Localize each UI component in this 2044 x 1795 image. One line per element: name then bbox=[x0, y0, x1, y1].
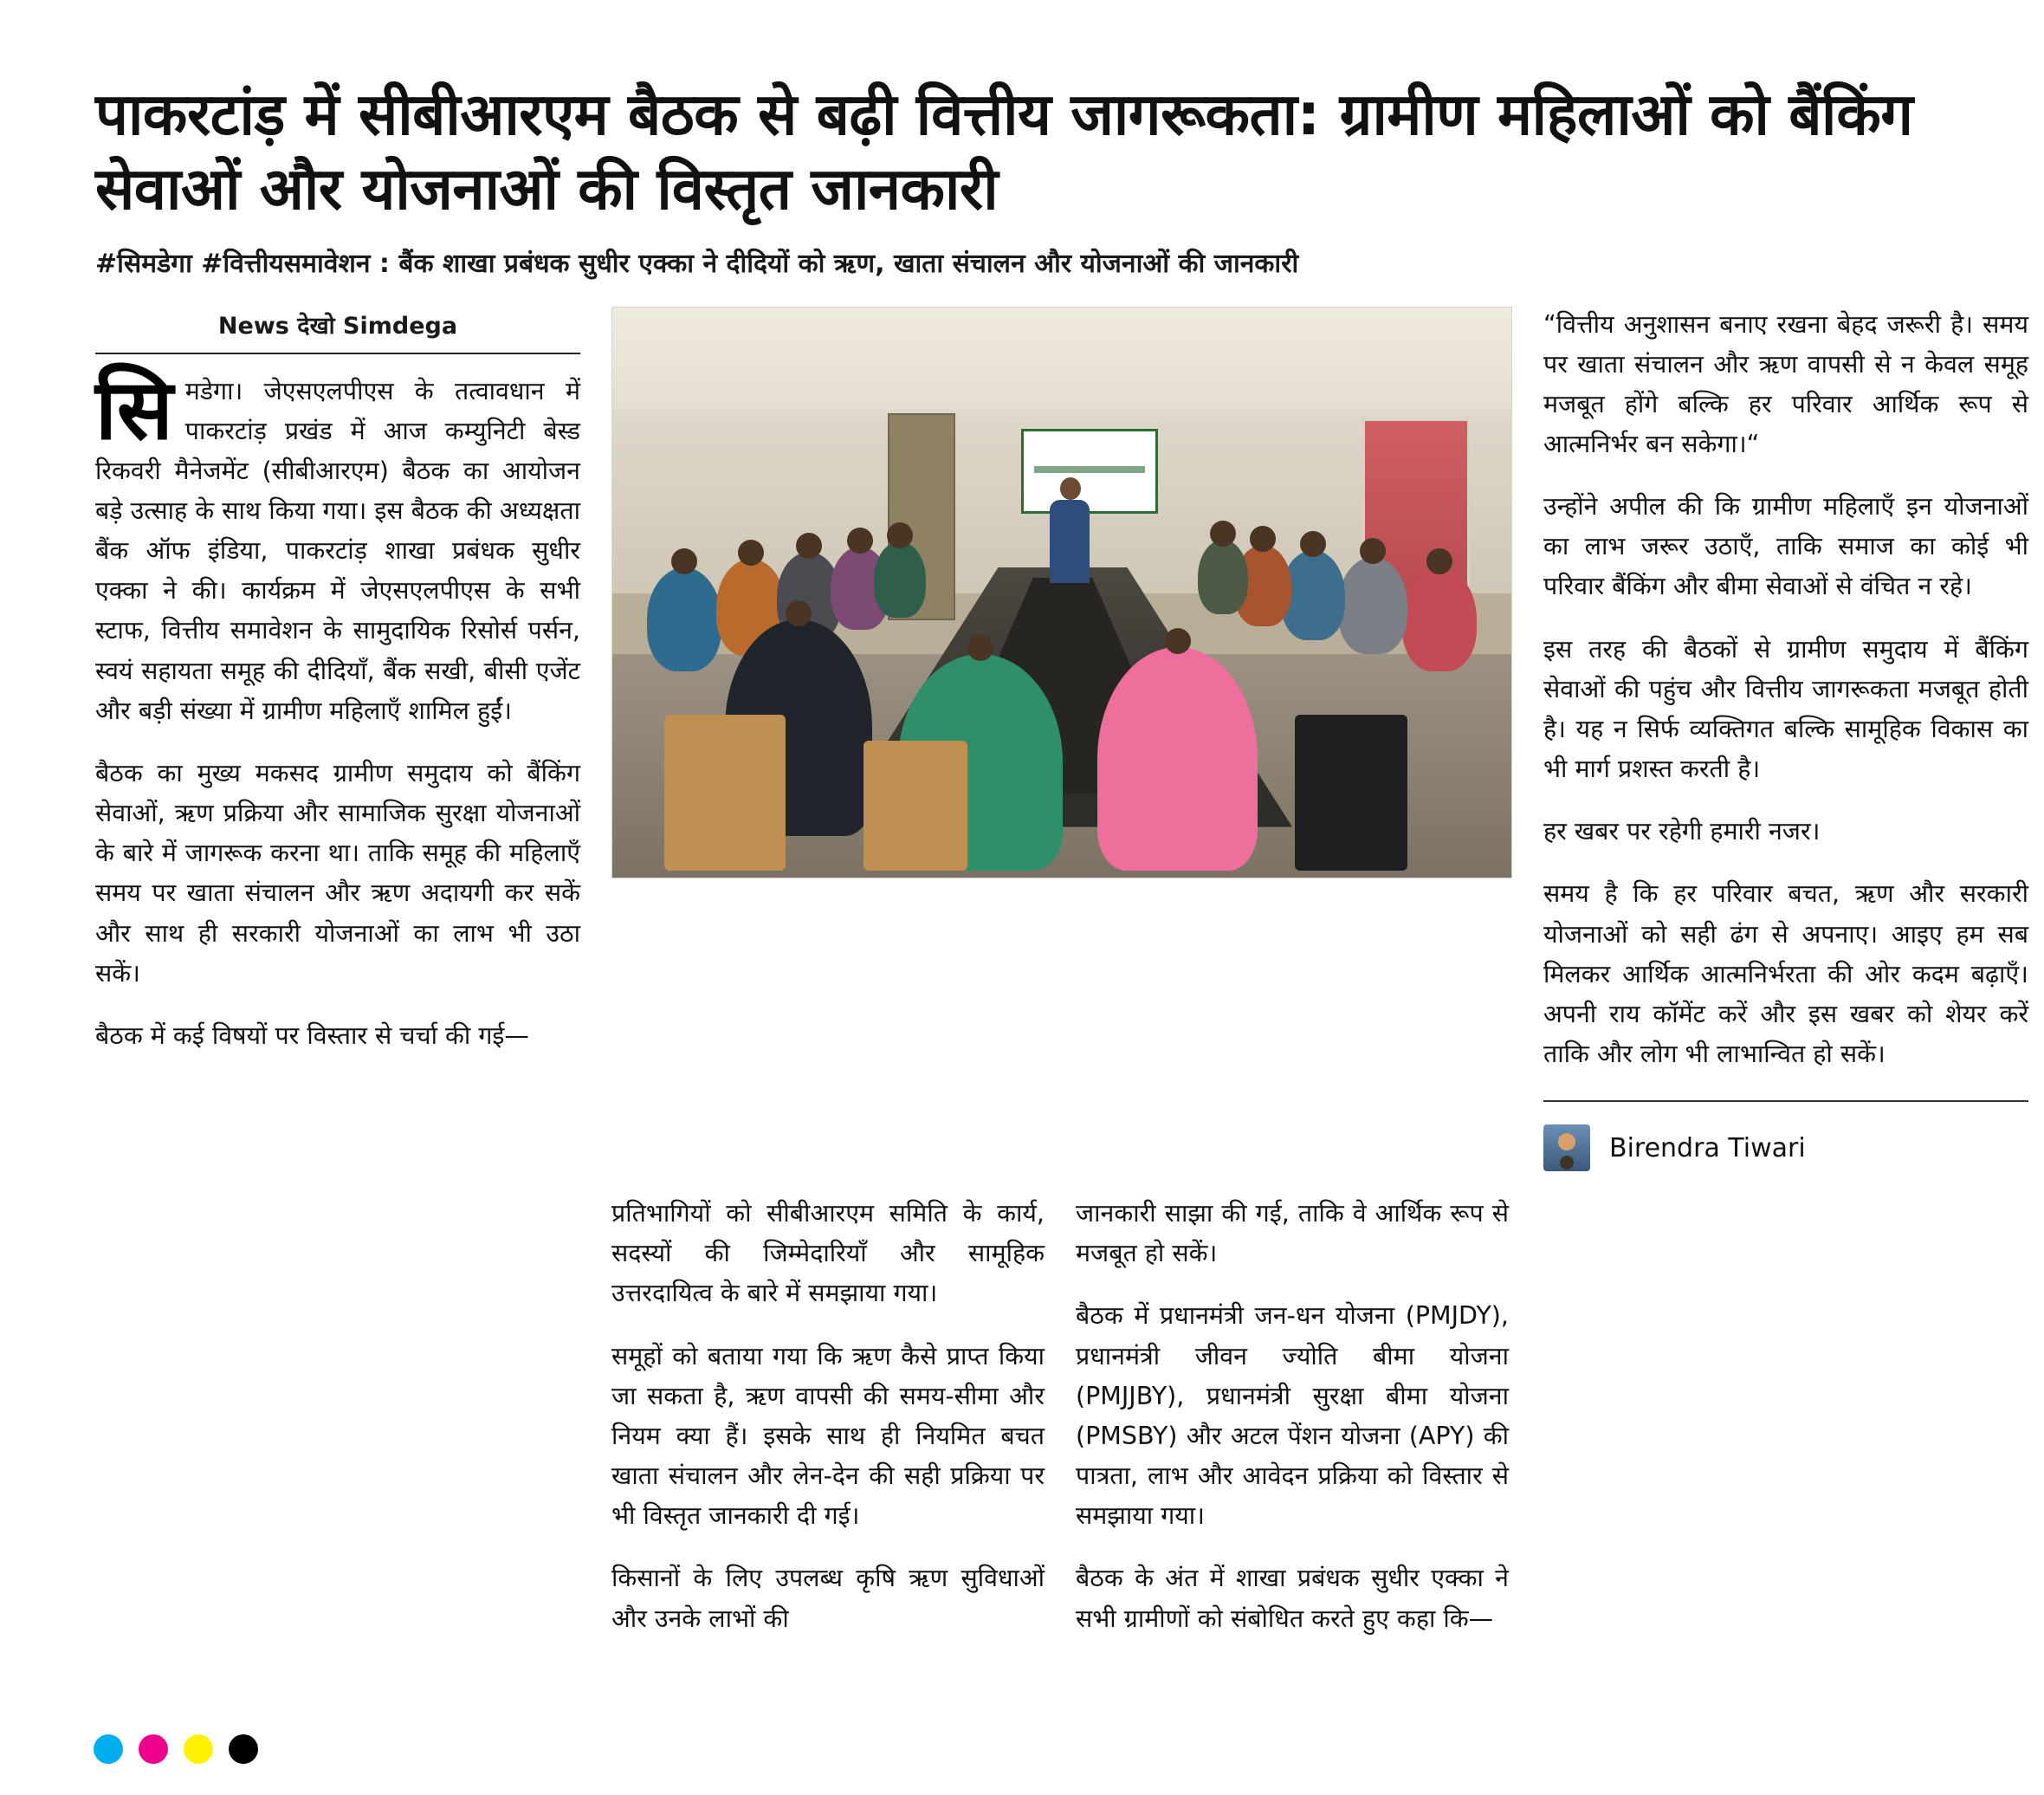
photo-banner bbox=[1021, 429, 1158, 514]
photo-person bbox=[1338, 557, 1407, 654]
page-title: पाकरटांड़ में सीबीआरएम बैठक से बढ़ी वित्तीय जागरूकता: ग्रामीण महिलाओं को बैंकिंग सेवाओं और योजनाओं की विस्तृत जानकारी bbox=[95, 81, 1913, 223]
photo-person bbox=[1198, 540, 1248, 614]
paragraph bbox=[95, 360, 580, 731]
lower-columns bbox=[611, 1194, 1512, 1639]
paragraph: बैठक के अंत में शाखा प्रबंधक सुधीर एक्का ने सभी ग्रामीणों को संबोधित करते हुए कहा कि— bbox=[1076, 1564, 1509, 1633]
paragraph: समय है कि हर परिवार बचत, ऋण और सरकारी योजनाओं को सही ढंग से अपनाए। आइए हम सब मिलकर आर्थिक आत्मनिर्भरता की ओर कदम बढ़ाएँ। अपनी राय कॉमेंट करें और इस खबर को शेयर करें ताकि और लोग भी लाभान्वित हो सकें। bbox=[1543, 879, 2028, 1068]
cmyk-registration-marks bbox=[94, 1734, 258, 1764]
pull-quote: “वित्तीय अनुशासन बनाए रखना बेहद जरूरी है। समय पर खाता संचालन और ऋण वापसी से न केवल समूह मजबूत होंगे बल्कि हर परिवार आर्थिक रूप से आत्मनिर्भर बन सकेगा।“ bbox=[1543, 309, 2028, 458]
paragraph: बैठक में कई विषयों पर विस्तार से चर्चा की गई— bbox=[95, 1021, 529, 1050]
paragraph: जानकारी साझा की गई, ताकि वे आर्थिक रूप से मजबूत हो सकें। bbox=[1076, 1199, 1509, 1268]
column-one bbox=[95, 305, 580, 1057]
photo-person bbox=[647, 567, 721, 671]
photo-person bbox=[1402, 567, 1477, 671]
photo-chair bbox=[1295, 715, 1407, 871]
photo-speaker bbox=[1050, 500, 1090, 583]
photo-chair bbox=[664, 715, 786, 871]
photo-person bbox=[1097, 647, 1258, 871]
column-four bbox=[1543, 305, 2028, 1172]
paragraph: किसानों के लिए उपलब्ध कृषि ऋण सुविधाओं और उनके लाभों की bbox=[611, 1564, 1045, 1633]
black-dot bbox=[229, 1734, 258, 1764]
photo-person bbox=[874, 541, 926, 618]
photo-ceiling bbox=[612, 308, 1511, 411]
drop-cap: सि bbox=[95, 360, 173, 458]
column-three bbox=[1076, 1194, 1509, 1639]
author-byline bbox=[1543, 1100, 2028, 1171]
column-two bbox=[611, 1194, 1045, 1639]
paragraph-text: मडेगा। जेएसएलपीएस के तत्वावधान में पाकरटांड़ प्रखंड में आज कम्युनिटी बेस्ड रिकवरी मैनेजमेंट (सीबीआरएम) बैठक का आयोजन बड़े उत्साह के साथ किया गया। इस बैठक की अध्यक्षता बैंक ऑफ इंडिया, पाकरटांड़ शाखा प्रबंधक सुधीर एक्का ने की। कार्यक्रम में जेएसएलपीएस के सभी स्टाफ, वित्तीय समावेशन के सामुदायिक रिसोर्स पर्सन, स्वयं सहायता समूह की दीदियाँ, बैंक सखी, बीसी एजेंट और बड़ी संख्या में ग्रामीण महिलाएँ शामिल हुईं। bbox=[95, 376, 580, 725]
avatar bbox=[1543, 1124, 1590, 1171]
top-columns bbox=[95, 305, 2028, 1172]
article-photo bbox=[611, 307, 1512, 878]
paragraph: प्रतिभागियों को सीबीआरएम समिति के कार्य, सदस्यों की जिम्मेदारियाँ और सामूहिक उत्तरदायित्व के बारे में समझाया गया। bbox=[611, 1199, 1045, 1308]
divider bbox=[95, 353, 580, 354]
paragraph: उन्होंने अपील की कि ग्रामीण महिलाएँ इन योजनाओं का लाभ जरूर उठाएँ, ताकि समाज का कोई भी परिवार बैंकिंग और बीमा सेवाओं से वंचित न रहे। bbox=[1543, 492, 2028, 601]
source-credit: News देखो Simdega bbox=[217, 312, 458, 340]
paragraph: बैठक का मुख्य मकसद ग्रामीण समुदाय को बैंकिंग सेवाओं, ऋण प्रक्रिया और सामाजिक सुरक्षा योजनाओं के बारे में जागरूक करना था। ताकि समूह की महिलाएँ समय पर खाता संचालन और ऋण अदायगी कर सकें और साथ ही सरकारी योजनाओं का लाभ भी उठा सकें। bbox=[95, 758, 580, 988]
paragraph: बैठक में प्रधानमंत्री जन-धन योजना (PMJDY), प्रधानमंत्री जीवन ज्योति बीमा योजना (PMJJBY), प्रधानमंत्री सुरक्षा बीमा योजना (PMSBY) और अटल पेंशन योजना (APY) की पात्रता, लाभ और आवेदन प्रक्रिया को विस्तार से समझाया गया। bbox=[1076, 1301, 1509, 1531]
cyan-dot bbox=[94, 1734, 123, 1764]
paragraph: इस तरह की बैठकों से ग्रामीण समुदाय में बैंकिंग सेवाओं की पहुंच और वित्तीय जागरूकता मजबूत होती है। यह न सिर्फ व्यक्तिगत बल्कि सामूहिक विकास का भी मार्ग प्रशस्त करती है। bbox=[1543, 634, 2028, 784]
paragraph: हर खबर पर रहेगी हमारी नजर। bbox=[1543, 817, 1821, 846]
photo-chair bbox=[864, 741, 967, 871]
magenta-dot bbox=[139, 1734, 168, 1764]
author-name: Birendra Tiwari bbox=[1609, 1132, 1806, 1163]
paragraph: समूहों को बताया गया कि ऋण कैसे प्राप्त किया जा सकता है, ऋण वापसी की समय-सीमा और नियम क्या हैं। इसके साथ ही नियमित बचत खाता संचालन और लेन-देन की सही प्रक्रिया पर भी विस्तृत जानकारी दी गई। bbox=[611, 1341, 1045, 1531]
yellow-dot bbox=[184, 1734, 213, 1764]
photo-block bbox=[611, 307, 1512, 878]
subheadline: #सिमडेगा #वित्तीयसमावेशन : बैंक शाखा प्रबंधक सुधीर एक्का ने दीदियों को ऋण, खाता संचालन और योजनाओं की जानकारी bbox=[95, 248, 1299, 279]
